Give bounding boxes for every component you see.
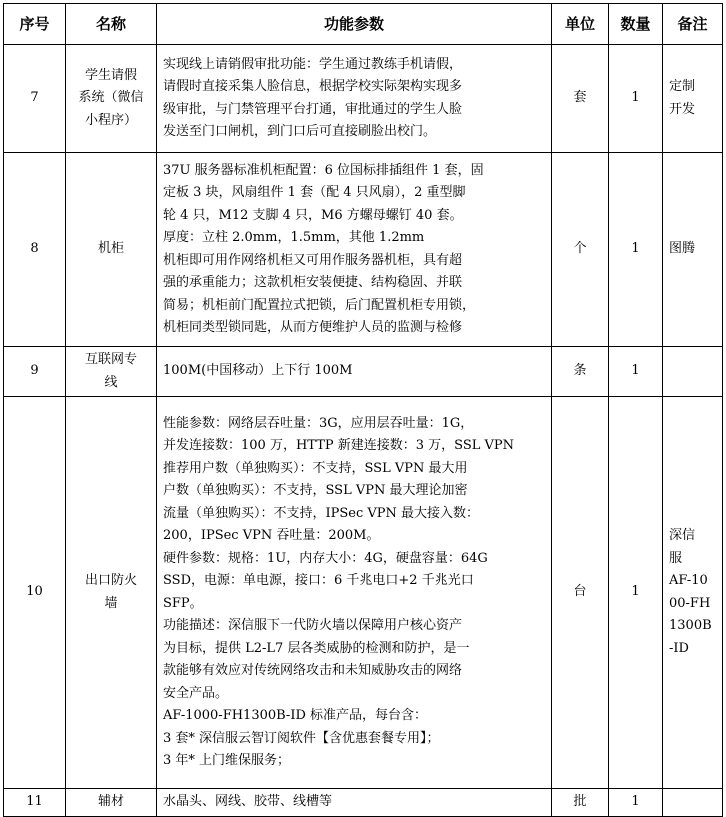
function-line: 户数（单独购买）：不支持，SSL VPN 最大理论加密 [163,483,468,498]
cell-quantity: 1 [609,153,663,347]
name-line: 互联网专 [84,352,137,367]
cell-name [66,153,157,347]
name-line: 辅材 [97,794,124,810]
function-line: SSD，电源：单电源，接口：6 千兆电口+2 千兆光口 [163,573,474,588]
header-row [4,4,723,45]
table-row [4,45,723,153]
name-line: 线 [104,374,118,390]
cell-unit: 批 [552,789,609,817]
cell-quantity: 1 [609,45,663,153]
cell-function [157,397,552,789]
function-line: 实现线上请销假审批功能：学生通过教练手机请假， [163,56,463,72]
function-line: 简易；机柜前门配置拉式把锁，后门配置机柜专用锁， [163,297,476,313]
cell-function [157,789,552,817]
cell-name [66,347,157,397]
cell-name [66,45,157,153]
cell-unit: 个 [552,153,609,347]
cell-no: 11 [4,789,66,817]
note-line: 深信 [669,528,696,543]
cell-no: 8 [4,153,66,347]
note-line: 1300B [669,618,712,633]
function-line: 厚度：立柱 2.0mm，1.5mm，其他 1.2mm [163,230,425,245]
note-line: 00-FH [669,595,711,611]
table-row [4,397,723,789]
function-line: 发送至门口闸机，到门口后可直接刷脸出校门。 [163,124,437,139]
note-line: 图腾 [669,241,696,257]
cell-name [66,789,157,817]
cell-unit: 套 [552,45,609,153]
cell-note [663,347,723,397]
cell-unit: 条 [552,347,609,397]
cell-note [663,789,723,817]
table-row [4,789,723,817]
note-line: 开发 [669,101,696,117]
cell-note [663,45,723,153]
function-line: 3 套* 深信服云智订阅软件【含优惠套餐专用】； [163,730,440,746]
name-line: 系统（微信 [78,90,144,106]
cell-function [157,153,552,347]
function-line: 级审批，与门禁管理平台打通，审批通过的学生人脸 [163,101,463,117]
function-line: 37U 服务器标准机柜配置：6 位国标排插组件 1 套，固 [163,162,484,178]
header-note: 备注 [663,4,723,45]
cell-quantity: 1 [609,789,663,817]
function-line: 强的承重能力；这款机柜安装便捷、结构稳固、并联 [163,275,463,290]
cell-function [157,45,552,153]
function-line: 推荐用户数（单独购买）：不支持，SSL VPN 最大用 [163,460,468,476]
cell-name [66,397,157,789]
spec-table [3,3,723,817]
note-line: 定制 [669,79,696,94]
name-line: 出口防火 [84,573,137,588]
table-row [4,347,723,397]
header-function: 功能参数 [157,4,552,45]
note-line: 服 [669,550,683,566]
function-line: 轮 4 只，M12 支脚 4 只，M6 方螺母螺钉 40 套。 [163,207,463,223]
name-line: 墙 [104,595,118,611]
cell-no: 10 [4,397,66,789]
note-line: AF-10 [669,573,708,588]
function-line: 功能描述：深信服下一代防火墙以保障用户核心资产 [163,618,463,633]
function-line: AF-1000-FH1300B-ID 标准产品，每台含： [163,708,428,723]
cell-quantity: 1 [609,397,663,789]
function-line: 3 年* 上门维保服务； [163,753,291,768]
header-quantity: 数量 [609,4,663,45]
function-line: 100M(中国移动）上下行 100M [163,363,353,379]
function-line: 流量（单独购买）：不支持，IPSec VPN 最大接入数： [163,505,480,521]
header-name: 名称 [66,4,157,45]
function-line: SFP。 [163,595,203,611]
cell-note [663,153,723,347]
function-line: 200，IPSec VPN 吞吐量：200M。 [163,528,380,543]
table-row [4,153,723,347]
cell-note [663,397,723,789]
function-line: 并发连接数：100 万，HTTP 新建连接数：3 万，SSL VPN [163,438,515,453]
cell-function [157,347,552,397]
function-line: 水晶头、网线、胶带、线槽等 [163,794,333,810]
cell-unit: 台 [552,397,609,789]
header-no: 序号 [4,4,66,45]
name-line: 学生请假 [84,67,137,83]
function-line: 定板 3 块，风扇组件 1 套（配 4 只风扇），2 重型脚 [163,185,466,200]
note-line: -ID [669,640,689,656]
function-line: 为目标，提供 L2-L7 层各类威胁的检测和防护，是一 [163,640,470,656]
function-line: 硬件参数：规格：1U，内存大小：4G，硬盘容量：64G [163,550,488,566]
function-line: 请假时直接采集人脸信息，根据学校实际架构实现多 [163,79,463,94]
name-line: 小程序） [84,112,137,128]
function-line: 安全产品。 [163,685,229,701]
cell-no: 9 [4,347,66,397]
function-line: 机柜即可用作网络机柜又可用作服务器机柜，具有超 [163,252,463,268]
cell-no: 7 [4,45,66,153]
function-line: 机柜同类型锁同匙，从而方便维护人员的监测与检修 [163,320,463,335]
name-line: 机柜 [97,241,124,257]
header-unit: 单位 [552,4,609,45]
function-line: 性能参数：网络层吞吐量：3G，应用层吞吐量：1G， [163,415,474,431]
function-line: 款能够有效应对传统网络攻击和未知威胁攻击的网络 [163,663,463,678]
cell-quantity: 1 [609,347,663,397]
